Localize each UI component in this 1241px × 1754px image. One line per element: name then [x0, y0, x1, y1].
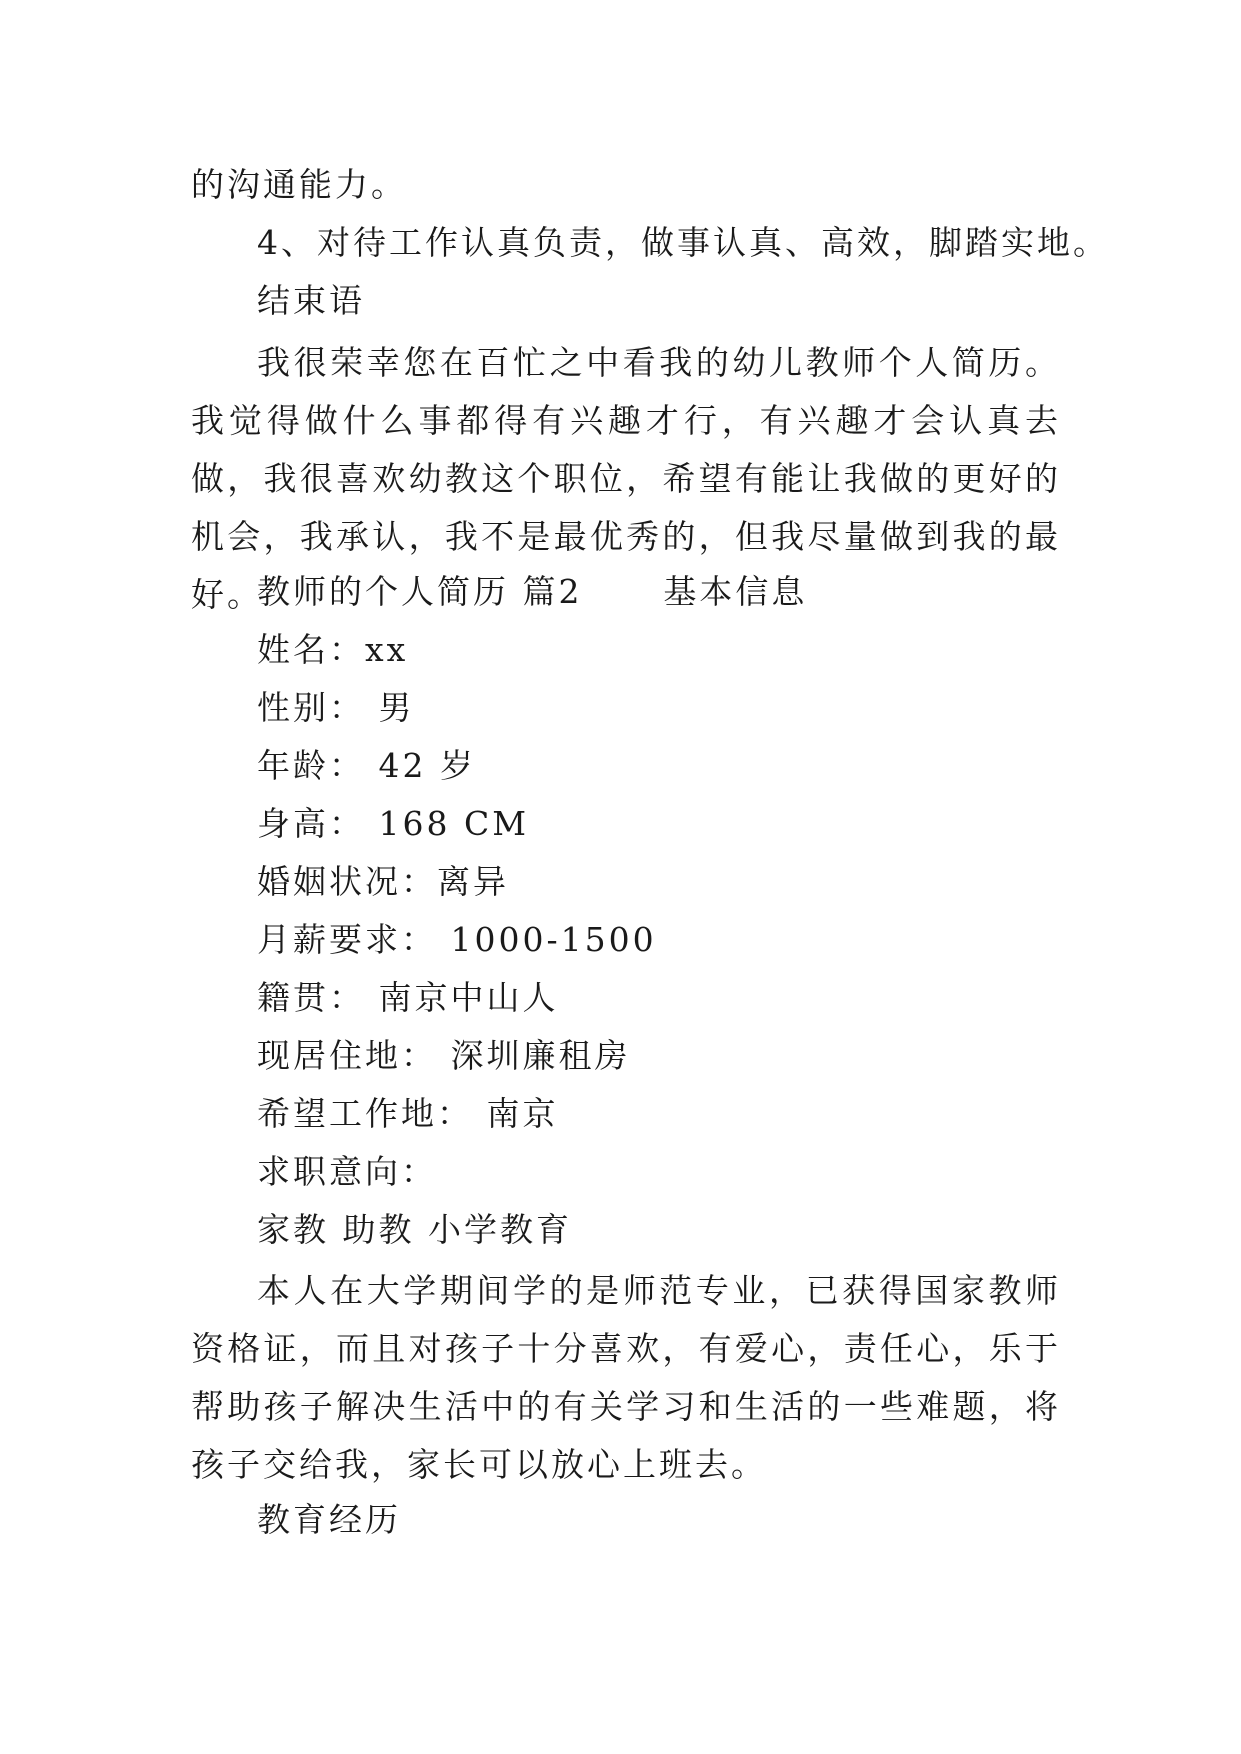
- info-height: 身高： 168 CM: [257, 804, 530, 843]
- text-line-work-attitude: 4、对待工作认真负责，做事认真、高效，脚踏实地。: [257, 223, 1109, 262]
- education-heading: 教育经历: [257, 1500, 401, 1539]
- closing-heading: 结束语: [257, 281, 365, 320]
- info-job-intention: 求职意向：: [257, 1152, 437, 1191]
- info-age: 年龄： 42 岁: [257, 746, 476, 785]
- info-salary: 月薪要求： 1000-1500: [257, 920, 657, 959]
- info-hometown: 籍贯： 南京中山人: [257, 978, 559, 1017]
- info-desired-location: 希望工作地： 南京: [257, 1094, 559, 1133]
- text-line-communication: 的沟通能力。: [191, 165, 407, 204]
- closing-paragraph: 我很荣幸您在百忙之中看我的幼儿教师个人简历。我觉得做什么事都得有兴趣才行，有兴趣才会认真去做，我很喜欢幼教这个职位，希望有能让我做的更好的机会，我承认，我不是最优秀的，但我尽量做到我的最好。: [191, 343, 1061, 614]
- info-current-residence: 现居住地： 深圳廉租房: [257, 1036, 631, 1075]
- section-heading: 教师的个人简历 篇2 基本信息: [257, 572, 808, 611]
- info-marital-status: 婚姻状况：离异: [257, 862, 509, 901]
- info-gender: 性别： 男: [257, 688, 415, 727]
- intro-paragraph: 本人在大学期间学的是师范专业，已获得国家教师资格证，而且对孩子十分喜欢，有爱心，责任心，乐于帮助孩子解决生活中的有关学习和生活的一些难题，将孩子交给我，家长可以放心上班去。: [191, 1271, 1061, 1484]
- info-name: 姓名：xx: [257, 630, 409, 669]
- info-job-types: 家教 助教 小学教育: [257, 1210, 572, 1249]
